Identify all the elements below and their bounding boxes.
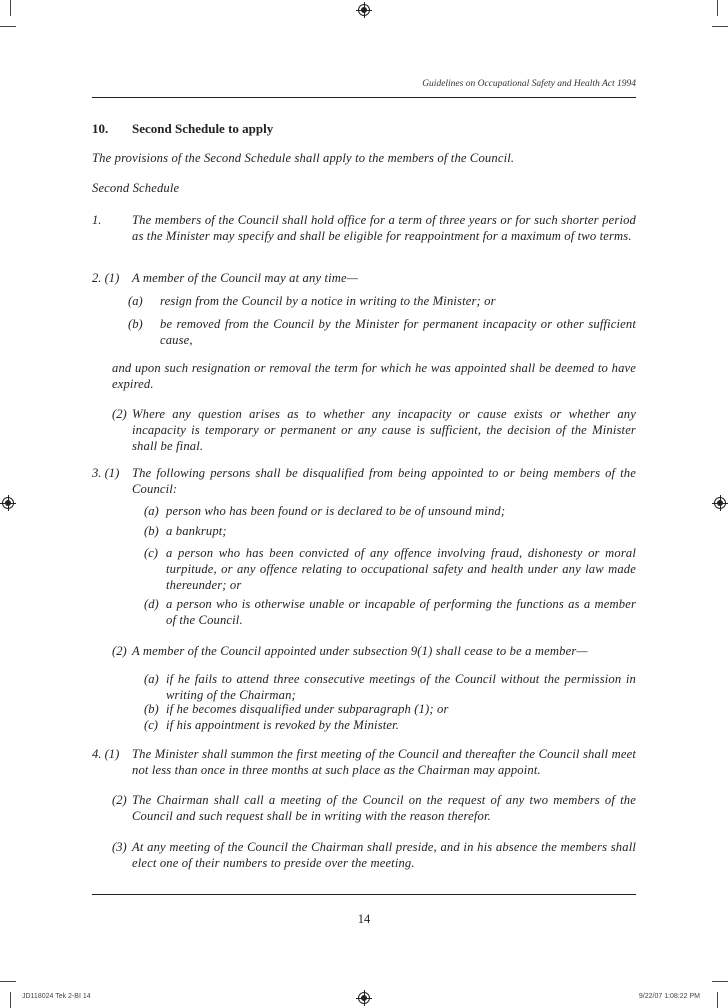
page-number: 14 bbox=[357, 912, 371, 926]
para-2-item-b-text: be removed from the Council by the Minister for permanent incapacity or other sufficient cause, bbox=[160, 317, 636, 347]
para-1-number: 1. bbox=[92, 213, 102, 227]
trim-mark-top-left-h bbox=[0, 26, 16, 27]
para-3-item-b-label: (b) bbox=[144, 524, 159, 538]
para-3-sub2-item-c-text: if his appointment is revoked by the Minister. bbox=[166, 718, 400, 732]
para-3-item-c-text: a person who has been convicted of any offence involving fraud, dishonesty or moral turpitude, or any offence relating to occupational safety and health under any law made thereunder; or bbox=[166, 546, 636, 592]
para-3-item-a-label: (a) bbox=[144, 504, 159, 518]
para-3-item-b-text: a bankrupt; bbox=[166, 524, 227, 538]
para-3-sub2-item-c-label: (c) bbox=[144, 718, 158, 732]
para-2-item-b-label: (b) bbox=[128, 317, 143, 331]
para-2-sub2-number: (2) bbox=[112, 407, 127, 421]
section-number: 10. bbox=[92, 121, 109, 136]
para-2-item-a-text: resign from the Council by a notice in writing to the Minister; or bbox=[160, 294, 496, 308]
registration-mark-icon bbox=[0, 495, 16, 511]
para-3-sub2-item-a-label: (a) bbox=[144, 672, 159, 686]
para-3-item-d-text: a person who is otherwise unable or incapable of performing the functions as a member of the Council. bbox=[166, 597, 636, 627]
trim-mark-bottom-right bbox=[717, 992, 718, 1008]
para-3-sub2-number: (2) bbox=[112, 644, 127, 658]
para-3-number: 3. (1) bbox=[92, 466, 120, 480]
trim-mark-bottom-left-h bbox=[0, 981, 16, 982]
para-4-sub3-number: (3) bbox=[112, 840, 127, 854]
intro-text: The provisions of the Second Schedule shall apply to the members of the Council. bbox=[92, 151, 515, 165]
trim-mark-bottom-right-h bbox=[712, 981, 728, 982]
registration-mark-icon bbox=[356, 990, 372, 1006]
registration-mark-icon bbox=[712, 495, 728, 511]
trim-mark-top-right bbox=[717, 0, 718, 16]
para-2-text: A member of the Council may at any time— bbox=[132, 271, 359, 285]
para-4-text: The Minister shall summon the first meeting of the Council and thereafter the Council shall meet not less than once in three months at such place as the Chairman may appoint. bbox=[132, 747, 636, 777]
para-3-sub2-item-b-label: (b) bbox=[144, 702, 159, 716]
schedule-title: Second Schedule bbox=[92, 181, 180, 195]
para-3-sub2-item-a-text: if he fails to attend three consecutive meetings of the Council without the permission in writing of the Chairman; bbox=[166, 672, 636, 702]
para-3-sub2-text: A member of the Council appointed under subsection 9(1) shall cease to be a member— bbox=[132, 644, 588, 658]
header-rule bbox=[92, 97, 636, 98]
para-3-text: The following persons shall be disqualified from being appointed to or being members of the Council: bbox=[132, 466, 636, 496]
registration-mark-icon bbox=[356, 2, 372, 18]
para-4-sub2-text: The Chairman shall call a meeting of the Council on the request of any two members of the Council and such request shall be in writing with the reason therefor. bbox=[132, 793, 636, 823]
para-4-number: 4. (1) bbox=[92, 747, 120, 761]
para-2-sub2-text: Where any question arises as to whether any incapacity or cause exists or whether any incapacity is temporary or permanent or any cause is sufficient, the decision of the Minister shall be final. bbox=[132, 407, 636, 453]
section-title: Second Schedule to apply bbox=[132, 121, 274, 136]
para-4-sub3-text: At any meeting of the Council the Chairman shall preside, and in his absence the members shall elect one of their numbers to preside over the meeting. bbox=[132, 840, 636, 870]
trim-mark-top-right-h bbox=[712, 26, 728, 27]
para-2-tail: and upon such resignation or removal the term for which he was appointed shall be deemed to have expired. bbox=[112, 361, 636, 391]
para-3-sub2-item-b-text: if he becomes disqualified under subparagraph (1); or bbox=[166, 702, 449, 716]
print-slug-right: 9/22/07 1:08:22 PM bbox=[638, 993, 700, 1000]
para-3-item-c-label: (c) bbox=[144, 546, 158, 560]
running-header: Guidelines on Occupational Safety and Health Act 1994 bbox=[422, 79, 636, 89]
para-3-item-a-text: person who has been found or is declared to be of unsound mind; bbox=[166, 504, 506, 518]
para-3-item-d-label: (d) bbox=[144, 597, 159, 611]
footer-rule bbox=[92, 894, 636, 895]
para-2-item-a-label: (a) bbox=[128, 294, 143, 308]
para-1-text: The members of the Council shall hold office for a term of three years or for such shorter period as the Minister may specify and shall be eligible for reappointment for a maximum of two terms. bbox=[132, 213, 636, 243]
trim-mark-bottom-left bbox=[10, 992, 11, 1008]
para-4-sub2-number: (2) bbox=[112, 793, 127, 807]
print-slug-left: JD118024 Tek 2-BI 14 bbox=[22, 993, 91, 1000]
para-2-number: 2. (1) bbox=[92, 271, 120, 285]
trim-mark-top-left bbox=[10, 0, 11, 16]
